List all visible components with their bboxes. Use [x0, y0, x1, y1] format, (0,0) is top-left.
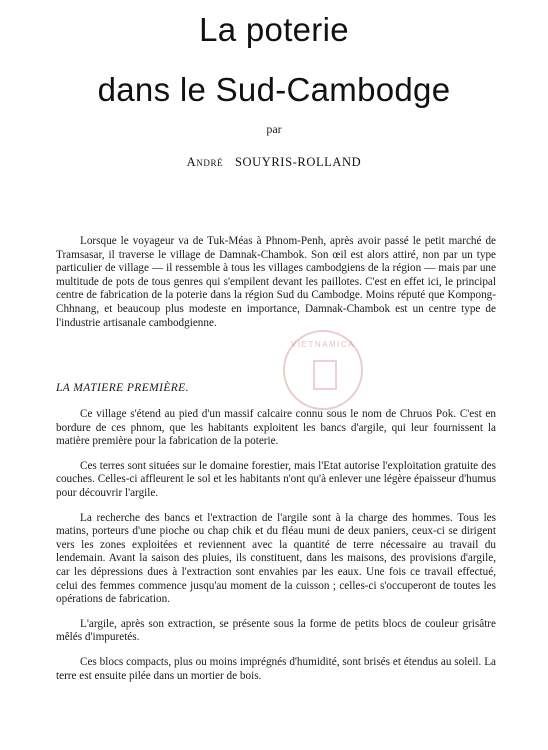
section-paragraph-3: La recherche des bancs et l'extraction de l'argile sont à la charge des hommes. Tous les matins, porteurs d'une pioche ou chap chik et du fléau muni de deux paniers, ceux-ci se dirigent vers les zones exploitées et reviennent avec la quantité de terre nécessaire au travail du lendemain. Avant la saison des pluies, ils constituent, dans les maisons, des provisions d'argile, car les dépressions dues à l'extraction sont envahies par les eaux. Une fois ce travail effectué, celui des femmes commence jusqu'au moment de la cuisson ; celles-ci s'occuperont de toutes les opérations de fabrication.	[56, 511, 496, 606]
article-title-line-1: La poterie	[199, 11, 349, 48]
author-last-name: SOUYRIS-ROLLAND	[234, 155, 362, 169]
intro-paragraph: Lorsque le voyageur va de Tuk-Méas à Phnom-Penh, après avoir passé le petit marché de Tramsasar, il traverse le village de Damnak-Chambok. Son œil est alors attiré, non par un type particulier de village — il ressemble à tous les villages cambodgiens de la région — mais par une multitude de pots de tous genres qui s'empilent devant les paillotes. C'est en effet ici, le principal centre de fabrication de la poterie dans la région Sud du Cambodge. Moins réputé que Kompong-Chhnang, et beaucoup plus modeste en importance, Damnak-Chambok est un centre type de l'industrie artisanale cambodgienne.	[56, 235, 496, 329]
section-paragraph-2: Ces terres sont situées sur le domaine forestier, mais l'Etat autorise l'exploitation gratuite des couches. Celles-ci affleurent le sol et les habitants n'ont qu'à enlever une légère épaisseur d'humus pour découvrir l'argile.	[56, 459, 496, 499]
section-heading: LA MATIERE PREMIÈRE.	[56, 382, 189, 394]
author-name	[0, 155, 548, 170]
byline-par: par	[266, 122, 282, 136]
section-paragraph-5: Ces blocs compacts, plus ou moins imprégnés d'humidité, sont brisés et étendus au soleil. La terre est ensuite pilée dans un mortier de bois.	[56, 655, 496, 682]
stamp-emblem-icon	[313, 360, 337, 390]
section-body	[56, 408, 496, 694]
section-paragraph-4: L'argile, après son extraction, se présente sous la forme de petits blocs de couleur grisâtre mêlés d'impuretés.	[56, 617, 496, 644]
intro-block	[56, 235, 496, 341]
section-paragraph-1: Ce village s'étend au pied d'un massif calcaire connu sous le nom de Chruos Pok. C'est en bordure de ces phnom, que les habitants exploitent les bancs d'argile, qui leur fournissent la matière première pour la fabrication de la poterie.	[56, 408, 496, 448]
article-title-line-2: dans le Sud-Cambodge	[97, 71, 451, 108]
stamp-text: VIETNAMICA	[291, 340, 355, 349]
library-stamp-watermark	[283, 330, 363, 410]
author-first-name: André	[186, 155, 224, 169]
